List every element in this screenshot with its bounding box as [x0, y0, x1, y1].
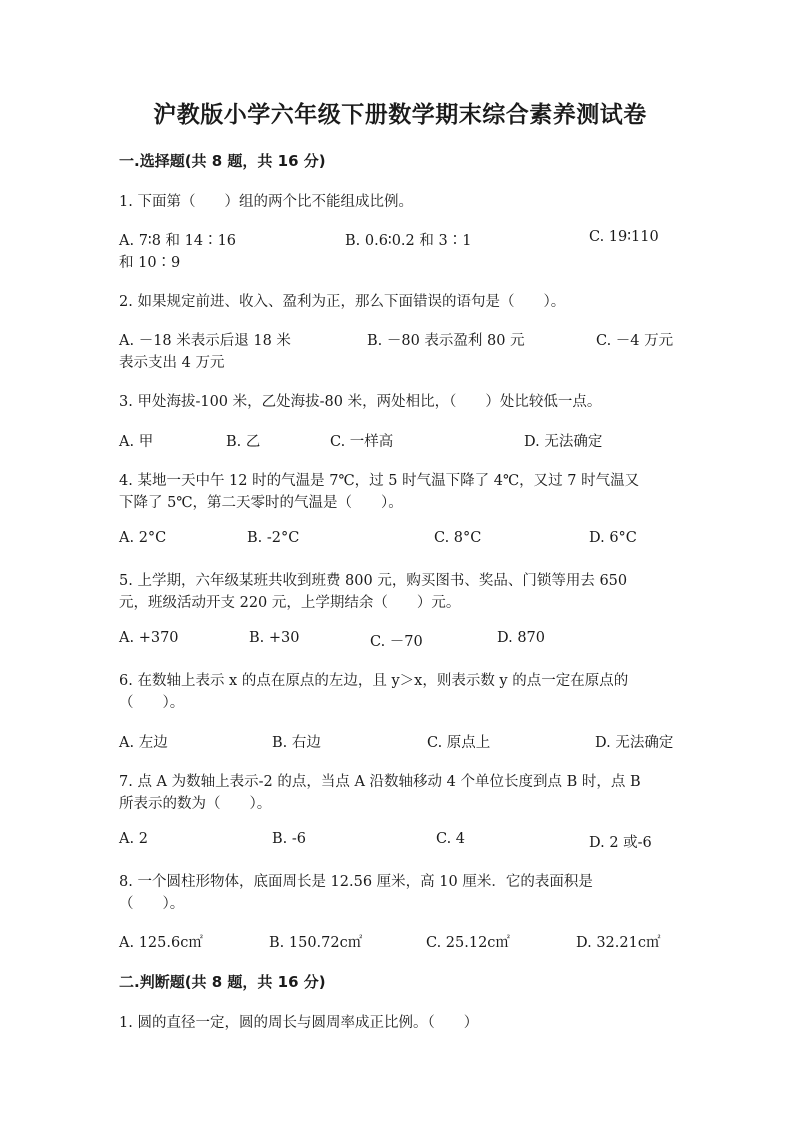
question-5-stem-line-1: 5. 上学期，六年级某班共收到班费 800 元，购买图书、奖品、门锁等用去 650: [119, 573, 628, 589]
question-1-stem: 1. 下面第（ ）组的两个比不能组成比例。: [119, 194, 413, 210]
question-2-option-c-continued: 表示支出 4 万元: [119, 355, 225, 371]
question-3-option-a: A. 甲: [119, 434, 154, 450]
question-6-stem-line-2: （ ）。: [119, 695, 185, 711]
section-heading-choice: 一.选择题(共 8 题，共 16 分): [119, 152, 326, 170]
question-8-option-d: D. 32.21c㎡: [576, 935, 661, 951]
question-7-option-a: A. 2: [119, 831, 148, 847]
question-3-option-c: C. 一样高: [330, 434, 394, 450]
question-8-option-c: C. 25.12c㎡: [426, 935, 510, 951]
question-2-stem: 2. 如果规定前进、收入、盈利为正，那么下面错误的语句是（ ）。: [119, 294, 566, 310]
question-8-stem-line-1: 8. 一个圆柱形物体，底面周长是 12.56 厘米，高 10 厘米．它的表面积是: [119, 874, 593, 890]
question-7-stem-line-2: 所表示的数为（ ）。: [119, 796, 272, 812]
question-7-option-c: C. 4: [436, 831, 466, 847]
question-4-stem-line-2: 下降了 5℃，第二天零时的气温是（ ）。: [119, 495, 403, 511]
question-2-option-b: B. －80 表示盈利 80 元: [367, 333, 525, 349]
question-6-option-d: D. 无法确定: [595, 735, 674, 751]
question-8-option-a: A. 125.6c㎡: [119, 935, 203, 951]
question-1-option-a: A. 7∶8 和 14∶16: [119, 233, 237, 249]
question-5-option-d: D. 870: [497, 630, 546, 646]
question-6-option-c: C. 原点上: [427, 735, 491, 751]
section-heading-judgment: 二.判断题(共 8 题，共 16 分): [119, 973, 326, 991]
question-2-option-a: A. －18 米表示后退 18 米: [119, 333, 291, 349]
question-4-stem-line-1: 4. 某地一天中午 12 时的气温是 7℃，过 5 时气温下降了 4℃，又过 7 时气温又: [119, 473, 640, 489]
question-4-option-c: C. 8°C: [434, 530, 482, 546]
question-3-option-d: D. 无法确定: [524, 434, 603, 450]
question-8-stem-line-2: （ ）。: [119, 896, 185, 912]
question-7-option-b: B. -6: [272, 831, 306, 847]
question-5-option-a: A. +370: [119, 630, 179, 646]
question-1-option-c: C. 19∶110: [589, 229, 659, 245]
question-5-option-b: B. +30: [249, 630, 300, 646]
question-2-option-c: C. －4 万元: [596, 333, 674, 349]
question-5-stem-line-2: 元，班级活动开支 220 元，上学期结余（ ）元。: [119, 595, 461, 611]
question-6-option-a: A. 左边: [119, 735, 168, 751]
question-8-option-b: B. 150.72c㎡: [269, 935, 363, 951]
judgment-1-stem: 1. 圆的直径一定，圆的周长与圆周率成正比例。（ ）: [119, 1015, 479, 1031]
question-5-option-c: C. －70: [370, 634, 423, 650]
question-7-option-d: D. 2 或-6: [589, 835, 652, 851]
question-3-stem: 3. 甲处海拔-100 米，乙处海拔-80 米，两处相比，（ ）处比较低一点。: [119, 394, 602, 410]
question-4-option-b: B. -2°C: [247, 530, 300, 546]
question-1-option-b: B. 0.6∶0.2 和 3∶1: [345, 233, 472, 249]
question-4-option-a: A. 2°C: [119, 530, 167, 546]
question-1-option-c-continued: 和 10∶9: [119, 255, 181, 271]
question-6-option-b: B. 右边: [272, 735, 321, 751]
question-6-stem-line-1: 6. 在数轴上表示 x 的点在原点的左边，且 y＞x，则表示数 y 的点一定在原点的: [119, 673, 629, 689]
question-3-option-b: B. 乙: [226, 434, 261, 450]
question-7-stem-line-1: 7. 点 A 为数轴上表示-2 的点，当点 A 沿数轴移动 4 个单位长度到点 B 时，点 B: [119, 774, 641, 790]
question-4-option-d: D. 6°C: [589, 530, 637, 546]
page-title: 沪教版小学六年级下册数学期末综合素养测试卷: [153, 102, 647, 128]
